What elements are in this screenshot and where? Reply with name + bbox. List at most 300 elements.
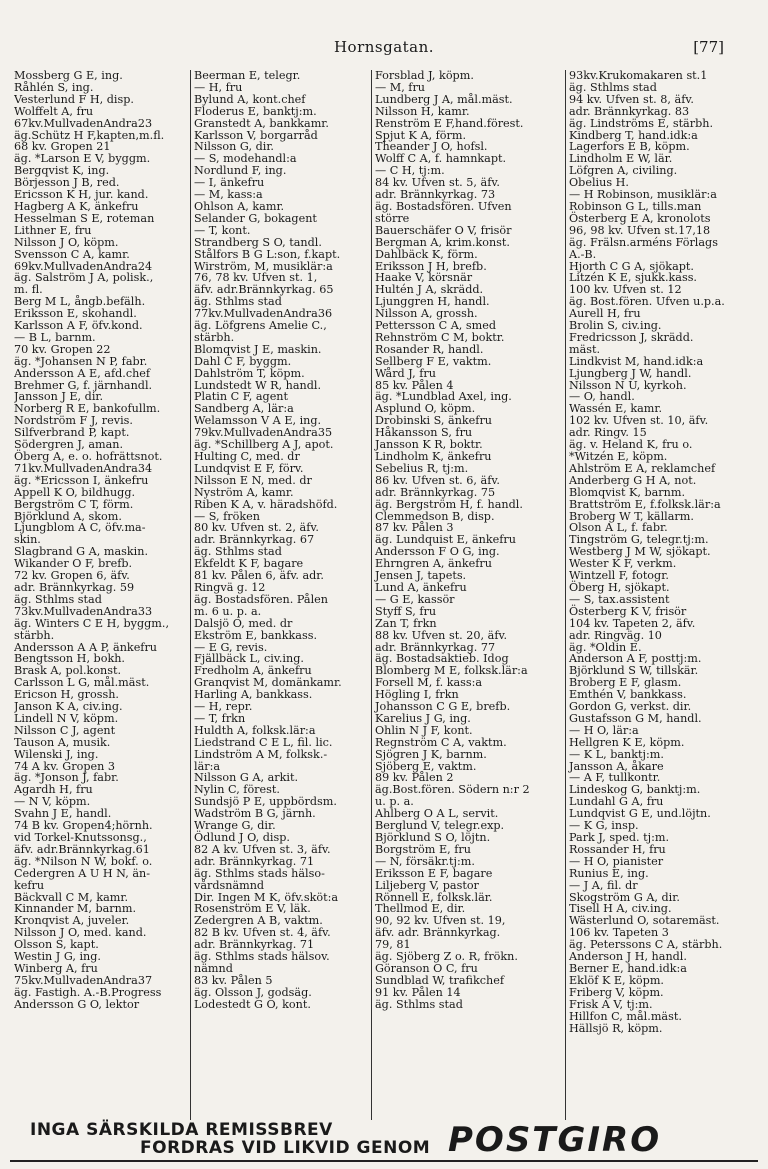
directory-entry: Sundblad W, trafikchef bbox=[375, 973, 505, 987]
directory-entry: Tauson A, musik. bbox=[14, 735, 111, 749]
directory-entry: äg. *Schillberg A J, apot. bbox=[194, 438, 334, 452]
directory-entry: Bauerschäfer O V, frisör bbox=[375, 223, 512, 237]
directory-entry: 70 kv. Gropen 22 bbox=[14, 342, 111, 356]
directory-entry: Högling I, frkn bbox=[375, 688, 459, 702]
directory-entry: Rosenström E V, läk. bbox=[194, 902, 311, 916]
directory-entry: Svahn J E, handl. bbox=[14, 807, 112, 821]
directory-entry: Wård J, fru bbox=[375, 366, 436, 380]
directory-entry: Wadström B G, järnh. bbox=[194, 807, 316, 821]
directory-entry: Andersson A A P, änkefru bbox=[14, 640, 158, 654]
directory-entry: adr. Brännkyrkag. 71 bbox=[194, 854, 315, 868]
directory-entry: Robinson G L, tills.man bbox=[569, 199, 702, 213]
directory-entry: nämnd bbox=[194, 961, 233, 975]
directory-entry: — G E, kassör bbox=[375, 592, 455, 606]
directory-entry: Nordström F J, revis. bbox=[14, 414, 133, 428]
directory-entry: 77kv.MullvadenAndra36 bbox=[194, 307, 333, 321]
directory-entry: Karlsson V, borgarråd bbox=[194, 128, 318, 142]
directory-entry: Vesterlund F H, disp. bbox=[14, 92, 134, 106]
directory-entry: Ahlberg O A L, servit. bbox=[375, 807, 499, 821]
directory-entry: Lundqvist G E, und.löjtn. bbox=[569, 807, 711, 821]
page-header bbox=[0, 38, 768, 62]
directory-entry: Nilsson N U, kyrkoh. bbox=[569, 378, 687, 392]
directory-entry: Börjesson J B, red. bbox=[14, 176, 120, 190]
directory-entry: Mossberg G E, ing. bbox=[14, 70, 123, 82]
directory-entry: — S, tax.assistent bbox=[569, 592, 670, 606]
directory-entry: Andersson F O G, ing. bbox=[375, 545, 500, 559]
directory-entry: Emthén V, bankkass. bbox=[569, 688, 687, 702]
directory-entry: — T, kont. bbox=[194, 223, 251, 237]
directory-entry: Bergqvist K, ing. bbox=[14, 164, 110, 178]
directory-entry: äg. Bostadsaktieb. Idog bbox=[375, 652, 509, 666]
directory-entry: Lindkvist M, hand.idk:a bbox=[569, 354, 704, 368]
directory-entry: Hultén J A, skrädd. bbox=[375, 283, 484, 297]
directory-entry: u. p. a. bbox=[375, 795, 414, 809]
directory-entry: Fredholm A, änkefru bbox=[194, 664, 312, 678]
directory-entry: Hesselman S E, roteman bbox=[14, 211, 155, 225]
directory-entry: Jansson A, åkare bbox=[569, 759, 664, 773]
directory-entry: adr. Brännkyrkag. 67 bbox=[194, 533, 315, 547]
directory-entry: 81 kv. Pålen 6, äfv. adr. bbox=[194, 569, 324, 583]
directory-entry: Sjögren J K, barnm. bbox=[375, 747, 487, 761]
directory-entry: Karelius J G, ing. bbox=[375, 711, 471, 725]
directory-entry: 75kv.MullvadenAndra37 bbox=[14, 973, 153, 987]
directory-entry: Park J, sped. tj:m. bbox=[569, 831, 670, 844]
directory-entry: Huldth A, folksk.lär:a bbox=[194, 723, 316, 737]
directory-entry: 74 B kv. Gropen4;hörnh. bbox=[14, 819, 153, 833]
directory-entry: Carlsson L G, mål.mäst. bbox=[14, 676, 150, 690]
directory-entry: Hällsjö R, köpm. bbox=[569, 1021, 663, 1035]
directory-entry: Lindell N V, köpm. bbox=[14, 711, 119, 725]
directory-entry: Nilsson E N, med. dr bbox=[194, 473, 312, 487]
directory-entry: Öberg A, e. o. hofrättsnot. bbox=[14, 450, 163, 463]
directory-entry: Ljungberg J W, handl. bbox=[569, 366, 692, 380]
directory-entry: Hagberg A K, änkefru bbox=[14, 199, 139, 213]
directory-entry: Björklund A, skom. bbox=[14, 509, 122, 523]
directory-entry: kefru bbox=[14, 878, 45, 892]
directory-entry: Bylund A, kont.chef bbox=[194, 92, 306, 106]
directory-entry: Beerman E, telegr. bbox=[194, 70, 301, 82]
directory-entry: — S, modehandl:a bbox=[194, 152, 297, 166]
directory-entry: Sellberg F E, vaktm. bbox=[375, 354, 492, 368]
directory-entry: — H O, pianister bbox=[569, 854, 664, 868]
street-title: Hornsgatan. bbox=[333, 38, 435, 56]
directory-entry: Anderberg G H A, not. bbox=[569, 473, 697, 487]
directory-entry: Rönnell E, folksk.lär. bbox=[375, 890, 493, 904]
directory-entry: Sjöberg E, vaktm. bbox=[375, 759, 477, 773]
directory-entry: äg. v. Heland K, fru o. bbox=[569, 438, 693, 452]
directory-entry: Lundstedt W R, handl. bbox=[194, 378, 322, 392]
directory-entry: äg.Bost.fören. Södern n:r 2 bbox=[375, 783, 530, 797]
directory-entry: Lodestedt G O, kont. bbox=[194, 997, 311, 1011]
directory-entry: 90, 92 kv. Ufven st. 19, bbox=[375, 914, 506, 928]
directory-entry: Nilsson J O, med. kand. bbox=[14, 926, 147, 940]
directory-entry: Lindström A M, folksk.- bbox=[194, 747, 328, 761]
directory-entry: Ljunggren H, handl. bbox=[375, 295, 490, 309]
directory-entry: — J A, fil. dr bbox=[569, 878, 638, 892]
directory-entry: Eriksson J H, brefb. bbox=[375, 259, 487, 273]
directory-entry: Fjällbäck L, civ.ing. bbox=[194, 652, 304, 666]
directory-entry: Lundqvist E F, förv. bbox=[194, 461, 304, 475]
directory-entry: Håkansson S, fru bbox=[375, 426, 473, 440]
directory-entry: Harling A, bankkass. bbox=[194, 688, 313, 702]
directory-entry: — H O, lär:a bbox=[569, 723, 639, 737]
directory-entry: Dahlström T, köpm. bbox=[194, 366, 305, 380]
directory-entry: Södergren J, aman. bbox=[14, 438, 124, 452]
directory-entry: äg. *Ericsson I, änkefru bbox=[14, 473, 149, 487]
directory-entry: Dir. Ingen M K, öfv.sköt:a bbox=[194, 890, 339, 904]
directory-entry: Dahl C F, byggm. bbox=[194, 354, 292, 368]
directory-entry: Sundsjö P E, uppbördsm. bbox=[194, 795, 337, 809]
directory-entry: — N V, köpm. bbox=[14, 795, 91, 809]
directory-entry: Selander G, bokagent bbox=[194, 211, 317, 225]
directory-entry: Blomberg M E, folksk.lär:a bbox=[375, 664, 528, 678]
directory-entry: äfv. adr.Brännkyrkag.61 bbox=[14, 842, 150, 856]
directory-entry: Bäckvall C M, kamr. bbox=[14, 890, 129, 904]
directory-entry: Wästerlund O, sotaremäst. bbox=[569, 914, 720, 928]
directory-entry: 87 kv. Pålen 3 bbox=[375, 521, 454, 535]
directory-entry: 83 kv. Pålen 5 bbox=[194, 973, 273, 987]
directory-entry: Ringvä g. 12 bbox=[194, 580, 266, 594]
directory-entry: Lindeskog G, banktj:m. bbox=[569, 783, 701, 797]
directory-entry: äg. Winters C E H, byggm., bbox=[14, 616, 170, 630]
directory-entry: adr. Ringväg. 10 bbox=[569, 628, 662, 642]
directory-entry: Blomqvist J E, maskin. bbox=[194, 342, 322, 356]
directory-entry: Wester K F, verkm. bbox=[569, 557, 677, 571]
directory-entry: äg. Salström J A, polisk., bbox=[14, 271, 154, 285]
directory-entry: Wolffelt A, fru bbox=[14, 104, 94, 118]
directory-entry: äg. Lindströms E, stärbh. bbox=[569, 116, 714, 130]
directory-entry: Björklund S W, tillskär. bbox=[569, 664, 699, 678]
directory-entry: 67kv.MullvadenAndra23 bbox=[14, 116, 153, 130]
directory-entry: Lithner E, fru bbox=[14, 223, 92, 237]
directory-entry: Friberg V, köpm. bbox=[569, 985, 664, 999]
directory-entry: Anderson J H, handl. bbox=[569, 950, 687, 964]
directory-entry: äg. Lundquist E, änkefru bbox=[375, 533, 516, 547]
directory-entry: äg. Sjöberg Z o. R, frökn. bbox=[375, 950, 518, 964]
directory-entry: Nyström A, kamr. bbox=[194, 485, 294, 499]
directory-entry: äfv. adr. Brännkyrkag. bbox=[375, 926, 501, 940]
directory-entry: äg. Olsson J, godsäg. bbox=[194, 985, 312, 999]
column-3 bbox=[371, 70, 563, 1120]
directory-entry: äg.Schütz H F,kapten,m.fl. bbox=[14, 128, 165, 142]
directory-entry: Anderson A F, posttj:m. bbox=[569, 652, 702, 666]
directory-entry: Granqvist M, domänkamr. bbox=[194, 676, 342, 690]
directory-entry: 88 kv. Ufven st. 20, äfv. bbox=[375, 628, 508, 642]
column-4 bbox=[565, 70, 767, 1120]
directory-entry: Eriksson E, skohandl. bbox=[14, 307, 137, 321]
directory-entry: Tisell H A, civ.ing. bbox=[569, 902, 672, 916]
directory-entry: Nilsson J O, köpm. bbox=[14, 235, 119, 249]
directory-entry: Öberg H, sjökapt. bbox=[569, 580, 670, 594]
directory-entry: Ohlson A, kamr. bbox=[194, 199, 285, 213]
directory-entry: — O, handl. bbox=[569, 390, 635, 404]
directory-entry: Jansson J E, dir. bbox=[14, 390, 104, 404]
directory-entry: 68 kv. Gropen 21 bbox=[14, 140, 111, 154]
directory-entry: Hillfon C, mål.mäst. bbox=[569, 1009, 682, 1023]
directory-entry: Nilsson G, dir. bbox=[194, 140, 274, 154]
directory-entry: Borgström E, fru bbox=[375, 842, 471, 856]
directory-entry: äg. *Larson E V, byggm. bbox=[14, 152, 151, 166]
directory-entry: äg. Bostadsfören. Pålen bbox=[194, 592, 328, 606]
directory-entry: — T, frkn bbox=[194, 711, 246, 725]
directory-entry: Runius E, ing. bbox=[569, 866, 649, 880]
column-2 bbox=[190, 70, 370, 1120]
directory-entry: Ahlström E A, reklamchef bbox=[569, 461, 716, 475]
directory-entry: — B L, barnm. bbox=[14, 330, 96, 344]
directory-entry: — K L, banktj:m. bbox=[569, 747, 664, 761]
directory-entry: Bengtsson H, bokh. bbox=[14, 652, 125, 666]
directory-entry: äg. Sthlms stads hälso- bbox=[194, 866, 325, 880]
directory-entry: äg. *Lundblad Axel, ing. bbox=[375, 390, 512, 404]
column-1 bbox=[14, 70, 190, 1120]
directory-entry: 82 A kv. Ufven st. 3, äfv. bbox=[194, 842, 331, 856]
directory-entry: Lindholm E W, lär. bbox=[569, 152, 673, 166]
postgiro-advertisement bbox=[10, 1120, 758, 1160]
directory-entry: äg. Frälsn.arméns Förlags bbox=[569, 235, 718, 249]
directory-entry: 94 kv. Ufven st. 8, äfv. bbox=[569, 92, 694, 106]
directory-entry: Haake V, körsnär bbox=[375, 271, 473, 285]
directory-entry: Renström E F,hand.förest. bbox=[375, 116, 524, 130]
directory-entry: äg. Sthlms stads hälsov. bbox=[194, 950, 330, 964]
directory-entry: Wirström, M, musiklär:a bbox=[194, 259, 333, 273]
directory-entry: Andersson G O, lektor bbox=[14, 997, 140, 1011]
directory-entry: — I, änkefru bbox=[194, 176, 265, 190]
directory-entry: Hulting C, med. dr bbox=[194, 450, 300, 463]
directory-entry: 79kv.MullvadenAndra35 bbox=[194, 426, 333, 440]
directory-entry: äg. Fastigh. A.-B.Progress bbox=[14, 985, 162, 999]
directory-entry: 96, 98 kv. Ufven st.17,18 bbox=[569, 223, 711, 237]
directory-entry: vårdsnämnd bbox=[194, 878, 265, 892]
directory-entry: Eklöf K E, köpm. bbox=[569, 973, 664, 987]
directory-entry: Appell K O, bildhugg. bbox=[14, 485, 136, 499]
directory-entry: Lagerfors E B, köpm. bbox=[569, 140, 690, 154]
directory-entry: Zedergren A B, vaktm. bbox=[194, 914, 323, 928]
directory-entry: Ehrngren A, änkefru bbox=[375, 557, 492, 571]
directory-entry: lär:a bbox=[194, 759, 221, 773]
directory-entry: Råhlén S, ing. bbox=[14, 80, 94, 94]
directory-entry: äg. *Johansen N P, fabr. bbox=[14, 354, 148, 368]
directory-entry: Litzén K E, sjukk.kass. bbox=[569, 271, 697, 285]
directory-entry: Lundberg J A, mål.mäst. bbox=[375, 92, 513, 106]
ad-line-1: INGA SÄRSKILDA REMISSBREV bbox=[30, 1120, 333, 1140]
directory-entry: Svensson C A, kamr. bbox=[14, 247, 130, 261]
directory-entry: Nilsson G A, arkit. bbox=[194, 771, 299, 785]
directory-entry: — N, försäkr.tj:m. bbox=[375, 854, 475, 868]
ad-underline bbox=[10, 1160, 758, 1162]
directory-entry: Olsson S, kapt. bbox=[14, 938, 99, 952]
directory-entry: — S, fröken bbox=[194, 509, 260, 523]
directory-entry: Göranson O C, fru bbox=[375, 961, 478, 975]
directory-entry: 86 kv. Ufven st. 6, äfv. bbox=[375, 473, 500, 487]
directory-entry: Lundahl G A, fru bbox=[569, 795, 664, 809]
directory-entry: — H Robinson, musiklär:a bbox=[569, 188, 717, 202]
directory-entry: Dahlbäck K, förm. bbox=[375, 247, 478, 261]
directory-entry: Brattström E, f.folksk.lär:a bbox=[569, 497, 721, 511]
directory-entry: Sandberg A, lär:a bbox=[194, 402, 294, 416]
directory-entry: Welamsson V A E, ing. bbox=[194, 414, 322, 428]
directory-entry: Wolff C A, f. hamnkapt. bbox=[375, 152, 507, 166]
directory-entry: vid Torkel-Knutssonsg., bbox=[14, 831, 147, 844]
directory-entry: äg. Löfgrens Amelie C., bbox=[194, 319, 327, 333]
directory-entry: 100 kv. Ufven st. 12 bbox=[569, 283, 682, 297]
directory-entry: 74 A kv. Gropen 3 bbox=[14, 759, 115, 773]
directory-entry: äg. *Nilson N W, bokf. o. bbox=[14, 854, 153, 868]
directory-entry: äg. *Jonson J, fabr. bbox=[14, 771, 119, 785]
directory-entry: Brask A, pol.konst. bbox=[14, 664, 122, 678]
directory-entry: Westberg J M W, sjökapt. bbox=[569, 545, 711, 559]
directory-entry: Nordlund F, ing. bbox=[194, 164, 287, 178]
directory-entry: Nilsson H, kamr. bbox=[375, 104, 470, 118]
directory-entry: — M, kass:a bbox=[194, 188, 263, 202]
directory-entry: Broberg W T, källarm. bbox=[569, 509, 694, 523]
directory-entry: Tingström G, telegr.tj:m. bbox=[569, 533, 709, 547]
ad-line-2: FORDRAS VID LIKVID GENOM bbox=[140, 1138, 431, 1158]
directory-entry: Wassén E, kamr. bbox=[569, 402, 663, 416]
directory-entry: — E G, revis. bbox=[194, 640, 268, 654]
directory-entry: Agardh H, fru bbox=[14, 783, 93, 797]
page-number: [77] bbox=[693, 38, 724, 56]
directory-entry: adr. Brännkyrkag. 73 bbox=[375, 188, 496, 202]
directory-entry: *Witzén E, köpm. bbox=[569, 450, 668, 463]
directory-entry: skin. bbox=[14, 533, 41, 547]
directory-entry: Dalsjö O, med. dr bbox=[194, 616, 293, 630]
directory-entry: Wrange G, dir. bbox=[194, 819, 276, 833]
directory-entry: Hellgren K E, köpm. bbox=[569, 735, 685, 749]
directory-entry: stärbh. bbox=[14, 628, 55, 642]
directory-entry: A.-B. bbox=[569, 247, 597, 261]
directory-entry: 106 kv. Tapeten 3 bbox=[569, 926, 669, 940]
directory-entry: Andersson A E, afd.chef bbox=[14, 366, 151, 380]
directory-entry: 93kv.Krukomakaren st.1 bbox=[569, 70, 708, 82]
directory-entry: 89 kv. Pålen 2 bbox=[375, 771, 454, 785]
directory-entry: Björklund S O, löjtn. bbox=[375, 831, 491, 844]
directory-entry: Silfverbrand P, kapt. bbox=[14, 426, 130, 440]
directory-entry: Wintzell F, fotogr. bbox=[569, 569, 669, 583]
directory-columns bbox=[14, 70, 762, 1120]
directory-entry: Janson K A, civ.ing. bbox=[14, 700, 123, 714]
directory-entry: 85 kv. Pålen 4 bbox=[375, 378, 454, 392]
directory-entry: Brehmer G, f. järnhandl. bbox=[14, 378, 153, 392]
directory-entry: Ekström E, bankkass. bbox=[194, 628, 318, 642]
directory-entry: Nylin C, förest. bbox=[194, 783, 280, 797]
directory-entry: 104 kv. Tapeten 2, äfv. bbox=[569, 616, 696, 630]
directory-entry: Ericsson K H, jur. kand. bbox=[14, 188, 149, 202]
directory-entry: Fredricsson J, skrädd. bbox=[569, 330, 694, 344]
directory-entry: Ekfeldt K F, bagare bbox=[194, 557, 304, 571]
directory-entry: äg. Peterssons C A, stärbh. bbox=[569, 938, 723, 952]
directory-entry: Brolin S, civ.ing. bbox=[569, 319, 662, 333]
directory-entry: 84 kv. Ufven st. 5, äfv. bbox=[375, 176, 500, 190]
directory-entry: — A F, tullkontr. bbox=[569, 771, 661, 785]
directory-entry: Jensen J, tapets. bbox=[375, 569, 467, 583]
directory-entry: Drobinski S, änkefru bbox=[375, 414, 492, 428]
directory-entry: Löfgren A, civiling. bbox=[569, 164, 678, 178]
directory-entry: Bergman A, krim.konst. bbox=[375, 235, 510, 249]
directory-entry: 79, 81 bbox=[375, 938, 411, 952]
directory-entry: äg. Bergström H, f. handl. bbox=[375, 497, 523, 511]
directory-entry: Kronqvist A, juveler. bbox=[14, 914, 130, 928]
directory-entry: Österberg K V, frisör bbox=[569, 604, 687, 618]
directory-entry: Riben K A, v. häradshöfd. bbox=[194, 497, 338, 511]
directory-entry: Slagbrand G A, maskin. bbox=[14, 545, 148, 559]
directory-entry: äg. Bostadsfören. Ufven bbox=[375, 199, 512, 213]
directory-entry: Stålfors B G L:son, f.kapt. bbox=[194, 247, 341, 261]
directory-entry: Liljeberg V, pastor bbox=[375, 878, 479, 892]
directory-entry: Johansson C G E, brefb. bbox=[375, 700, 511, 714]
directory-entry: Gustafsson G M, handl. bbox=[569, 711, 702, 725]
directory-entry: 82 B kv. Ufven st. 4, äfv. bbox=[194, 926, 331, 940]
directory-entry: äg. Sthlms stad bbox=[194, 545, 282, 559]
directory-entry: Rossander H, fru bbox=[569, 842, 666, 856]
directory-entry: Clemmedson B, disp. bbox=[375, 509, 495, 523]
directory-entry: adr. Brännkyrkag. 71 bbox=[194, 938, 315, 952]
postgiro-logo: POSTGIRO bbox=[448, 1120, 662, 1160]
directory-entry: — H, fru bbox=[194, 80, 243, 94]
directory-entry: Eriksson E F, bagare bbox=[375, 866, 493, 880]
directory-entry: Blomqvist K, barnm. bbox=[569, 485, 686, 499]
directory-entry: Ericson H, grossh. bbox=[14, 688, 119, 702]
directory-entry: äg. Sthlms stad bbox=[194, 295, 282, 309]
directory-entry: Berner E, hand.idk:a bbox=[569, 961, 687, 975]
directory-entry: 76, 78 kv. Ufven st. 1, bbox=[194, 271, 318, 285]
directory-entry: Wikander O F, brefb. bbox=[14, 557, 133, 571]
directory-entry: Styff S, fru bbox=[375, 604, 437, 618]
directory-entry: Strandberg S O, tandl. bbox=[194, 235, 322, 249]
directory-entry: Theander J O, hofsl. bbox=[375, 140, 488, 154]
directory-entry: 102 kv. Ufven st. 10, äfv. bbox=[569, 414, 709, 428]
directory-entry: Sebelius R, tj:m. bbox=[375, 461, 469, 475]
directory-entry: 71kv.MullvadenAndra34 bbox=[14, 461, 153, 475]
directory-entry: adr. Brännkyrkag. 77 bbox=[375, 640, 496, 654]
directory-entry: Cedergren A U H N, än- bbox=[14, 866, 150, 880]
directory-entry: m. fl. bbox=[14, 283, 43, 297]
directory-entry: Lund A, änkefru bbox=[375, 580, 467, 594]
directory-entry: Ljungblom A C, öfv.ma- bbox=[14, 521, 146, 535]
directory-entry: Berglund V, telegr.exp. bbox=[375, 819, 505, 833]
directory-entry: Berg M L, ångb.befälh. bbox=[14, 295, 146, 309]
directory-entry: Rehnström C M, boktr. bbox=[375, 330, 505, 344]
directory-entry: 73kv.MullvadenAndra33 bbox=[14, 604, 153, 618]
directory-entry: Liedstrand C E L, fil. lic. bbox=[194, 735, 333, 749]
directory-entry: Kinnander M, barnm. bbox=[14, 902, 137, 916]
directory-entry: äg. Sthlms stad bbox=[14, 592, 102, 606]
directory-entry: äg. Sthlms stad bbox=[375, 997, 463, 1011]
directory-entry: Nilsson C J, agent bbox=[14, 723, 116, 737]
directory-entry: äfv. adr.Brännkyrkag. 65 bbox=[194, 283, 334, 297]
directory-entry: — C H, tj:m. bbox=[375, 164, 445, 178]
directory-entry: mäst. bbox=[569, 342, 601, 356]
directory-entry: Nilsson A, grossh. bbox=[375, 307, 478, 321]
directory-entry: Gordon G, verkst. dir. bbox=[569, 700, 692, 714]
directory-entry: större bbox=[375, 211, 410, 225]
directory-entry: Österberg E A, kronolots bbox=[569, 211, 711, 225]
directory-entry: adr. Brännkyrkag. 83 bbox=[569, 104, 690, 118]
directory-entry: Aurell H, fru bbox=[569, 307, 641, 321]
directory-entry: Forsell M, f. kass:a bbox=[375, 676, 483, 690]
directory-entry: 69kv.MullvadenAndra24 bbox=[14, 259, 153, 273]
directory-entry: Skogström G A, dir. bbox=[569, 890, 680, 904]
directory-entry: Lindholm K, änkefru bbox=[375, 450, 492, 463]
directory-entry: Olson A L, f. fabr. bbox=[569, 521, 668, 535]
directory-entry: Wilenski J, ing. bbox=[14, 747, 99, 761]
directory-entry: stärbh. bbox=[194, 330, 235, 344]
directory-entry: Ohlin N J F, kont. bbox=[375, 723, 473, 737]
directory-entry: Hjorth C G A, sjökapt. bbox=[569, 259, 694, 273]
directory-entry: Granstedt A, bankkamr. bbox=[194, 116, 329, 130]
directory-entry: Platin C F, agent bbox=[194, 390, 289, 404]
directory-entry: Rosander R, handl. bbox=[375, 342, 484, 356]
directory-entry: Broberg E F, glasm. bbox=[569, 676, 682, 690]
